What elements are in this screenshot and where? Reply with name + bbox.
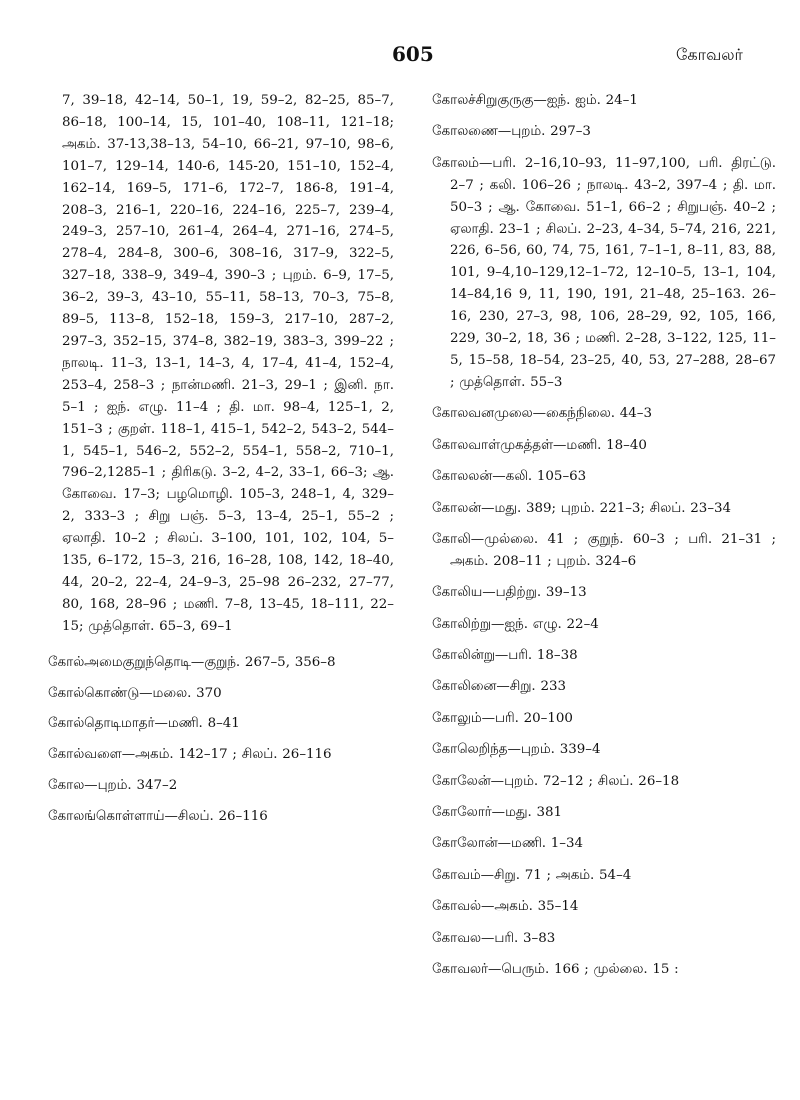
index-entry: கோலங்கொள்ளாய்—சிலப். 26–116: [48, 809, 268, 825]
index-entry: கோலலன்—கலி. 105–63: [432, 469, 587, 485]
index-entry: கோவல்—அகம். 35–14: [432, 899, 579, 915]
index-entry: கோலின்று—பரி. 18–38: [432, 648, 578, 664]
index-entry: கோலி—முல்லை. 41 ; குறுந். 60–3 ; பரி. 21–31 ; அகம். 208–11 ; புறம். 324–6: [432, 531, 776, 569]
index-entry: கோல்தொடிமாதர்—மணி. 8–41: [48, 716, 240, 732]
index-entry: கோல்அமைகுறுந்தொடி—குறுந். 267–5, 356–8: [48, 654, 336, 670]
running-head: கோவலர்: [676, 45, 743, 64]
index-entry: கோலேன்—புறம். 72–12 ; சிலப். 26–18: [432, 773, 680, 789]
index-entry: கோல்கொண்டு—மலை. 370: [48, 685, 222, 701]
index-entry: கோலெறிந்த—புறம். 339–4: [432, 742, 601, 758]
index-entry: கோலோர்—மது. 381: [432, 805, 563, 821]
index-entry: 7, 39–18, 42–14, 50–1, 19, 59–2, 82–25, 85–7, 86–18, 100–14, 15, 101–40, 108–11, 121–18; அகம். 37-13,38–13, 54–10, 66–21, 97–10, 98–6, 101–7, 129–14, 140-6, 145-20, 151–10, 152–4, 162–14, 169–5, 171–6, 172–7, 186-8, 191–4, 208–3, 216–1, 220–16, 224–16, 225–7, 239–4, 249–3, 257–10, 261–4, 264–4, 271–16, 274–5, 278–4, 284–8, 300–6, 308–16, 317–9, 322–5, 327–18, 338–9, 349–4, 390–3 ; புறம். 6–9, 17–5, 36–2, 39–3, 43–10, 55–11, 58–13, 70–3, 75–8, 89–5, 113–8, 152–18, 159–3, 217–10, 287–2, 297–3, 352–15, 374–8, 382–19, 383–3, 399–22 ; நாலடி. 11–3, 13–1, 14–3, 4, 17–4, 41–4, 152–4, 253–4, 258–3 ; நான்மணி. 21–3, 29–1 ; இனி. நா. 5–1 ; ஐந். எழு. 11–4 ; தி. மா. 98–4, 125–1, 2, 151–3 ; குறள். 118–1, 415–1, 542–2, 543–2, 544–1, 545–1, 546–2, 552–2, 554–1, 558–2, 710–1, 796–2,1285–1 ; திரிகடு. 3–2, 4–2, 33–1, 66–3; ஆ. கோவை. 17–3; பழமொழி. 105–3, 248–1, 4, 329–2, 333–3 ; சிறு பஞ். 5–3, 13–4, 25–1, 55–2 ; ஏலாதி. 10–2 ; சிலப். 3–100, 101, 102, 104, 5–135, 6–172, 15–3, 216, 16–28, 108, 142, 18–40, 44, 20–2, 22–4, 24–9–3, 25–98 26–232, 27–77, 80, 168, 28–96 ; மணி. 7–8, 13–45, 18–111, 22–15; முத்தொள். 65–3, 69–1: [62, 93, 394, 634]
left-column: [48, 90, 394, 837]
index-entry: கோலும்—பரி. 20–100: [432, 710, 573, 726]
index-entry: கோவல—பரி. 3–83: [432, 930, 556, 946]
index-entry: கோவலர்—பெரும். 166 ; முல்லை. 15 :: [432, 962, 679, 978]
index-entry: கோலிற்று—ஐந். எழு. 22–4: [432, 616, 599, 632]
index-entry: கோவம்—சிறு. 71 ; அகம். 54–4: [432, 867, 632, 883]
index-entry: கோலினை—சிறு. 233: [432, 679, 567, 695]
index-entry: கோல—புறம். 347–2: [48, 778, 178, 794]
index-entry: கோலவனமுலை—கைந்நிலை. 44–3: [432, 406, 653, 422]
right-column: [432, 90, 776, 991]
index-entry: கோலச்சிறுகுருகு—ஐந். ஐம். 24–1: [432, 93, 638, 108]
index-entry: கோலணை—புறம். 297–3: [432, 124, 591, 140]
index-entry: கோலம்—பரி. 2–16,10–93, 11–97,100, பரி. திரட்டு. 2–7 ; கலி. 106–26 ; நாலடி. 43–2, 397–4 ; தி. மா. 50–3 ; ஆ. கோவை. 51–1, 66–2 ; சிறுபஞ். 40–2 ; ஏலாதி. 23–1 ; சிலப். 2–23, 4–34, 5–74, 216, 221, 226, 6–56, 60, 74, 75, 161, 7–1–1, 8–11, 83, 88, 101, 9–4,10–129,12–1–72, 12–10–5, 13–1, 104, 14–84,16 9, 11, 190, 191, 21–48, 25–163. 26–16, 230, 27–3, 98, 106, 28–29, 92, 105, 166, 229, 30–2, 18, 36 ; மணி. 2–28, 3–122, 125, 11–5, 15–58, 18–54, 23–25, 40, 53, 27–288, 28–67 ; முத்தொள். 55–3: [432, 155, 776, 390]
index-entry: கோலிய—பதிற்று. 39–13: [432, 585, 587, 601]
index-entry: கோலன்—மது. 389; புறம். 221–3; சிலப். 23–34: [432, 500, 732, 516]
index-entry: கோல்வளை—அகம். 142–17 ; சிலப். 26–116: [48, 747, 332, 763]
index-entry: கோலவாள்முகத்தள்—மணி. 18–40: [432, 437, 647, 453]
page-number: 605: [392, 42, 434, 66]
index-entry: கோலோன்—மணி. 1–34: [432, 836, 584, 852]
